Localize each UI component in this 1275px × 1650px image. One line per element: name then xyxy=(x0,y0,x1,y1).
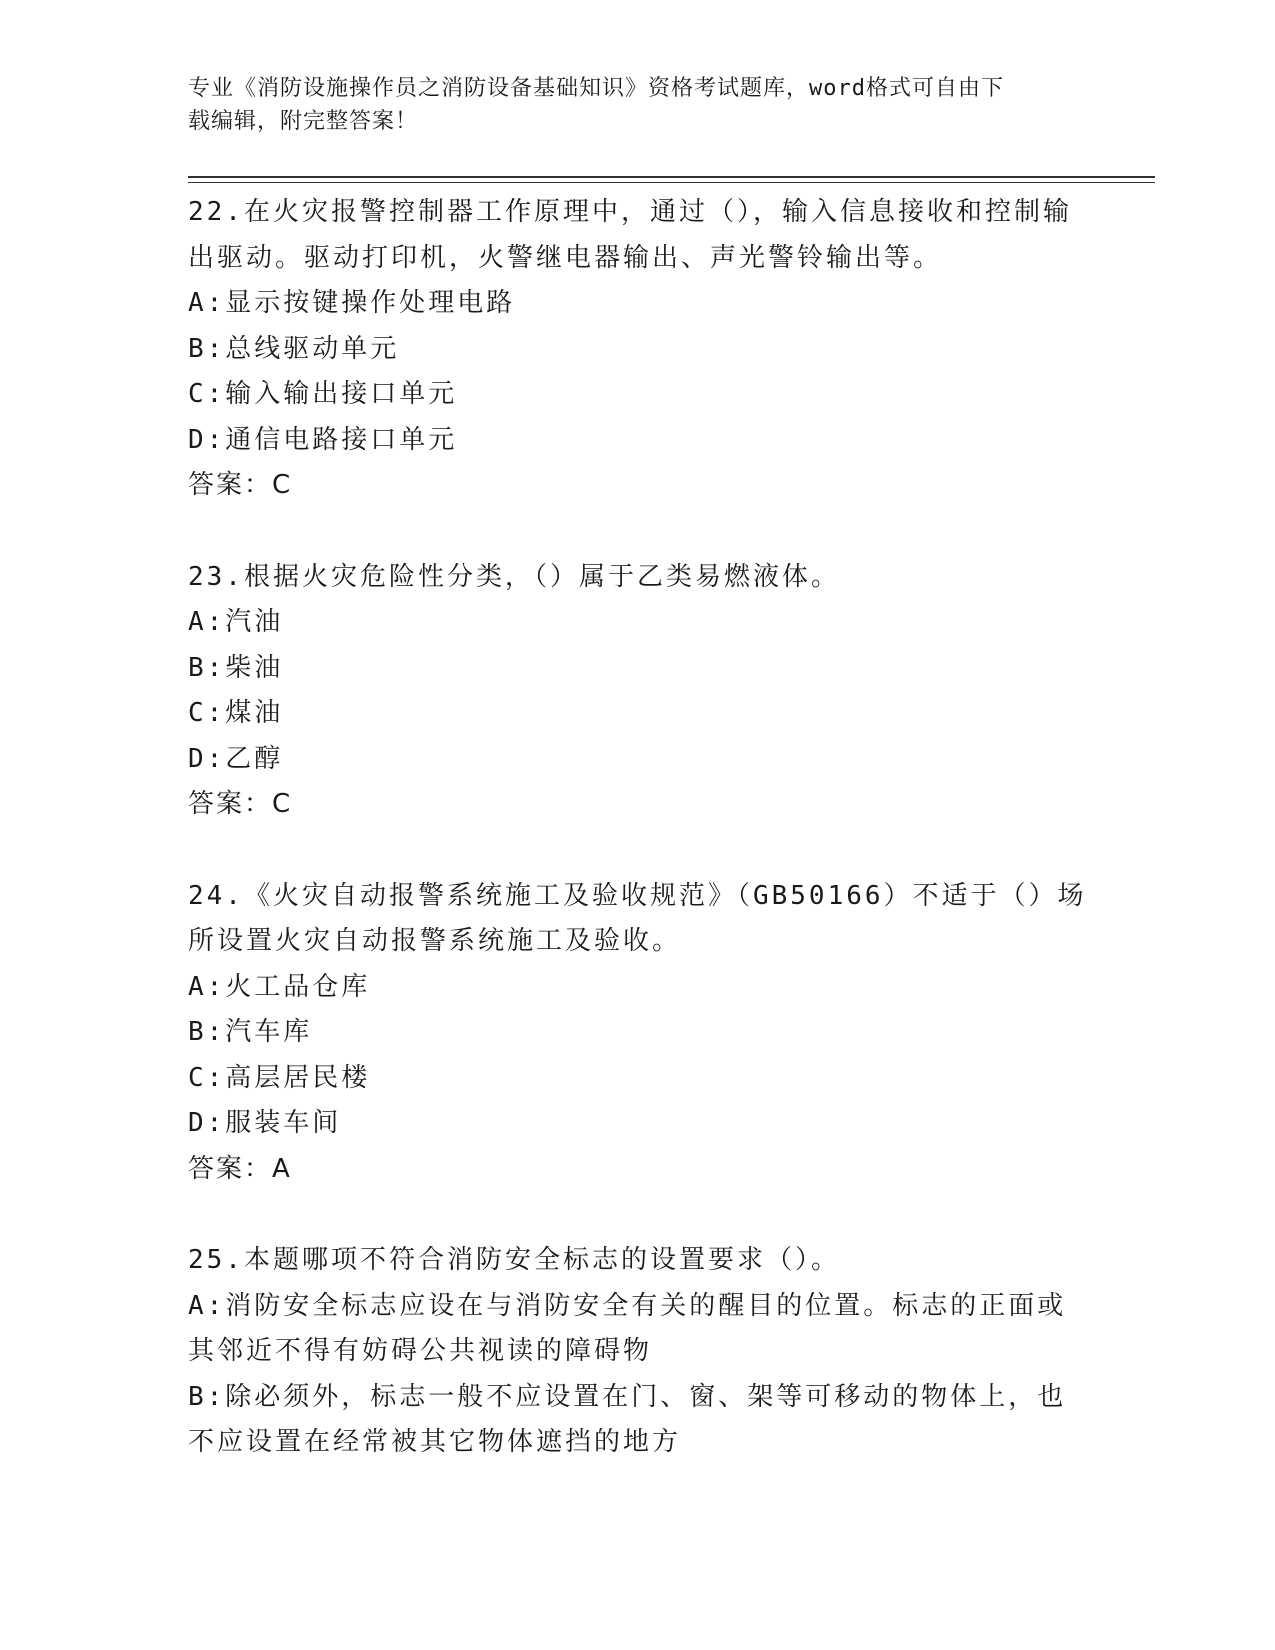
question-stem: 出驱动。驱动打印机，火警继电器输出、声光警铃输出等。 xyxy=(188,242,943,273)
question-stem: 23.根据火灾危险性分类，（）属于乙类易燃液体。 xyxy=(188,561,840,592)
option-a: A:火工品仓库 xyxy=(188,971,371,1002)
option-d: D:服装车间 xyxy=(188,1108,342,1138)
header-divider-bottom xyxy=(188,182,1155,183)
option-b: B:柴油 xyxy=(188,652,284,683)
option-b: B:除必须外，标志一般不应设置在门、窗、架等可移动的物体上，也 xyxy=(188,1381,1067,1412)
question-list xyxy=(188,190,1088,1512)
option-b-continued: 不应设置在经常被其它物体遮挡的地方 xyxy=(188,1427,682,1457)
answer-label: 答案：A xyxy=(188,1153,292,1184)
question-23 xyxy=(188,555,1088,828)
option-a: A:显示按键操作处理电路 xyxy=(188,288,516,318)
question-stem: 24.《火灾自动报警系统施工及验收规范》（GB50166）不适于（）场 xyxy=(188,880,1087,911)
option-c: C:输入输出接口单元 xyxy=(188,379,458,409)
option-a: A:消防安全标志应设在与消防安全有关的醒目的位置。标志的正面或 xyxy=(188,1290,1067,1321)
question-stem: 22.在火灾报警控制器工作原理中，通过（），输入信息接收和控制输 xyxy=(188,197,1072,227)
header-divider-top xyxy=(188,176,1155,178)
option-c: C:煤油 xyxy=(188,698,284,728)
option-b: B:汽车库 xyxy=(188,1017,313,1047)
question-stem: 所设置火灾自动报警系统施工及验收。 xyxy=(188,926,682,956)
question-25 xyxy=(188,1238,1088,1466)
option-a: A:汽油 xyxy=(188,607,284,637)
document-header xyxy=(188,72,1088,138)
header-line-1: 专业《消防设施操作员之消防设备基础知识》资格考试题库，word格式可自由下 xyxy=(188,76,1004,101)
option-a-continued: 其邻近不得有妨碍公共视读的障碍物 xyxy=(188,1336,653,1366)
question-22 xyxy=(188,190,1088,509)
option-d: D:乙醇 xyxy=(188,743,284,774)
option-b: B:总线驱动单元 xyxy=(188,333,400,364)
answer-label: 答案：C xyxy=(188,470,293,500)
answer-label: 答案：C xyxy=(188,789,293,819)
question-24 xyxy=(188,874,1088,1193)
header-line-2: 载编辑，附完整答案！ xyxy=(188,109,419,134)
question-stem: 25.本题哪项不符合消防安全标志的设置要求（）。 xyxy=(188,1245,840,1275)
option-d: D:通信电路接口单元 xyxy=(188,424,458,455)
option-c: C:高层居民楼 xyxy=(188,1062,371,1093)
